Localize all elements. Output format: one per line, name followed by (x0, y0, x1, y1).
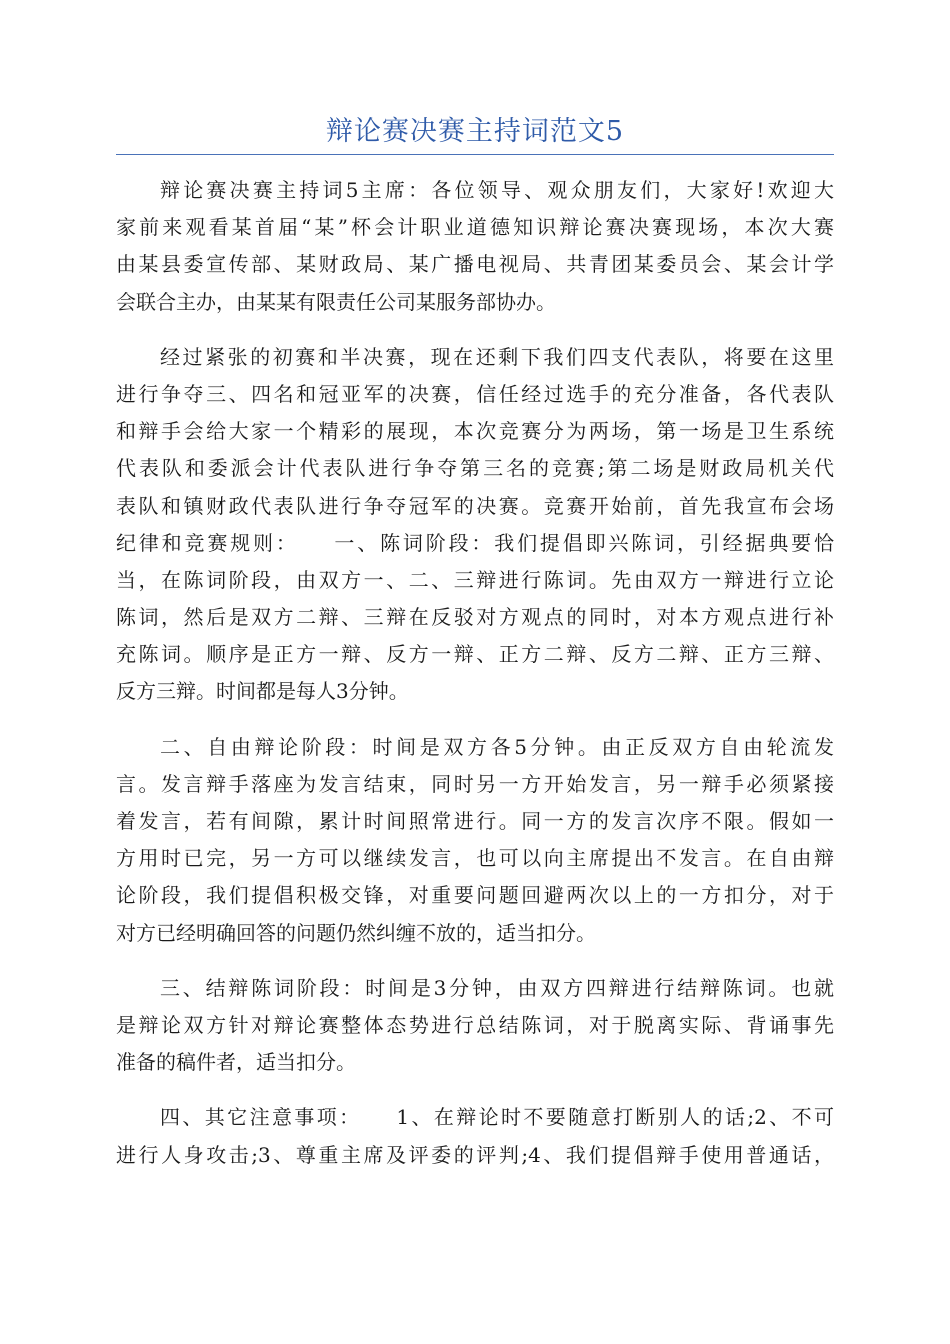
paragraph-line: 陈词，然后是双方二辩、三辩在反驳对方观点的同时，对本方观点进行补 (116, 605, 834, 630)
paragraph-line: 纪律和竞赛规则： 一、陈词阶段：我们提倡即兴陈词，引经据典要恰 (116, 530, 834, 555)
paragraph-line: 表队和镇财政代表队进行争夺冠军的决赛。竞赛开始前，首先我宣布会场 (116, 493, 834, 518)
paragraph-line: 反方三辩。时间都是每人3分钟。 (116, 679, 409, 704)
paragraph-line: 二、自由辩论阶段：时间是双方各5分钟。由正反双方自由轮流发 (160, 734, 834, 759)
paragraph-line: 对方已经明确回答的问题仍然纠缠不放的，适当扣分。 (116, 920, 596, 945)
paragraph-line: 三、结辩陈词阶段：时间是3分钟，由双方四辩进行结辩陈词。也就 (160, 975, 834, 1000)
document-body (116, 172, 834, 1192)
paragraph (116, 339, 834, 711)
paragraph (116, 172, 834, 321)
paragraph-line: 准备的稿件者，适当扣分。 (116, 1050, 356, 1075)
paragraph-line: 进行争夺三、四名和冠亚军的决赛，信任经过选手的充分准备，各代表队 (116, 381, 834, 406)
title-underline (116, 154, 834, 155)
paragraph (116, 1099, 834, 1173)
paragraph-line: 四、其它注意事项： 1、在辩论时不要随意打断别人的话;2、不可 (160, 1105, 834, 1130)
paragraph-line: 方用时已完，另一方可以继续发言，也可以向主席提出不发言。在自由辩 (116, 846, 834, 871)
paragraph-line: 经过紧张的初赛和半决赛，现在还剩下我们四支代表队，将要在这里 (160, 344, 834, 369)
document-title: 辩论赛决赛主持词范文5 (325, 116, 625, 147)
paragraph-line: 辩论赛决赛主持词5主席：各位领导、观众朋友们，大家好!欢迎大 (160, 178, 834, 202)
paragraph-line: 和辩手会给大家一个精彩的展现，本次竞赛分为两场，第一场是卫生系统 (116, 419, 834, 444)
paragraph-line: 由某县委宣传部、某财政局、某广播电视局、共青团某委员会、某会计学 (116, 252, 834, 277)
paragraph-line: 家前来观看某首届“某”杯会计职业道德知识辩论赛决赛现场，本次大赛 (116, 215, 834, 240)
paragraph-line: 会联合主办，由某某有限责任公司某服务部协办。 (116, 289, 556, 314)
paragraph-line: 代表队和委派会计代表队进行争夺第三名的竞赛;第二场是财政局机关代 (116, 456, 834, 481)
paragraph (116, 970, 834, 1082)
paragraph-line: 是辩论双方针对辩论赛整体态势进行总结陈词，对于脱离实际、背诵事先 (116, 1012, 834, 1037)
paragraph-line: 当，在陈词阶段，由双方一、二、三辩进行陈词。先由双方一辩进行立论 (116, 567, 834, 592)
paragraph (116, 729, 834, 952)
paragraph-line: 充陈词。顺序是正方一辩、反方一辩、正方二辩、反方二辩、正方三辩、 (116, 642, 834, 667)
paragraph-line: 进行人身攻击;3、尊重主席及评委的评判;4、我们提倡辩手使用普通话， (116, 1142, 834, 1167)
paragraph-line: 言。发言辩手落座为发言结束，同时另一方开始发言，另一辩手必须紧接 (116, 771, 834, 796)
paragraph-line: 着发言，若有间隙，累计时间照常进行。同一方的发言次序不限。假如一 (116, 809, 834, 833)
paragraph-line: 论阶段，我们提倡积极交锋，对重要问题回避两次以上的一方扣分，对于 (116, 883, 834, 908)
